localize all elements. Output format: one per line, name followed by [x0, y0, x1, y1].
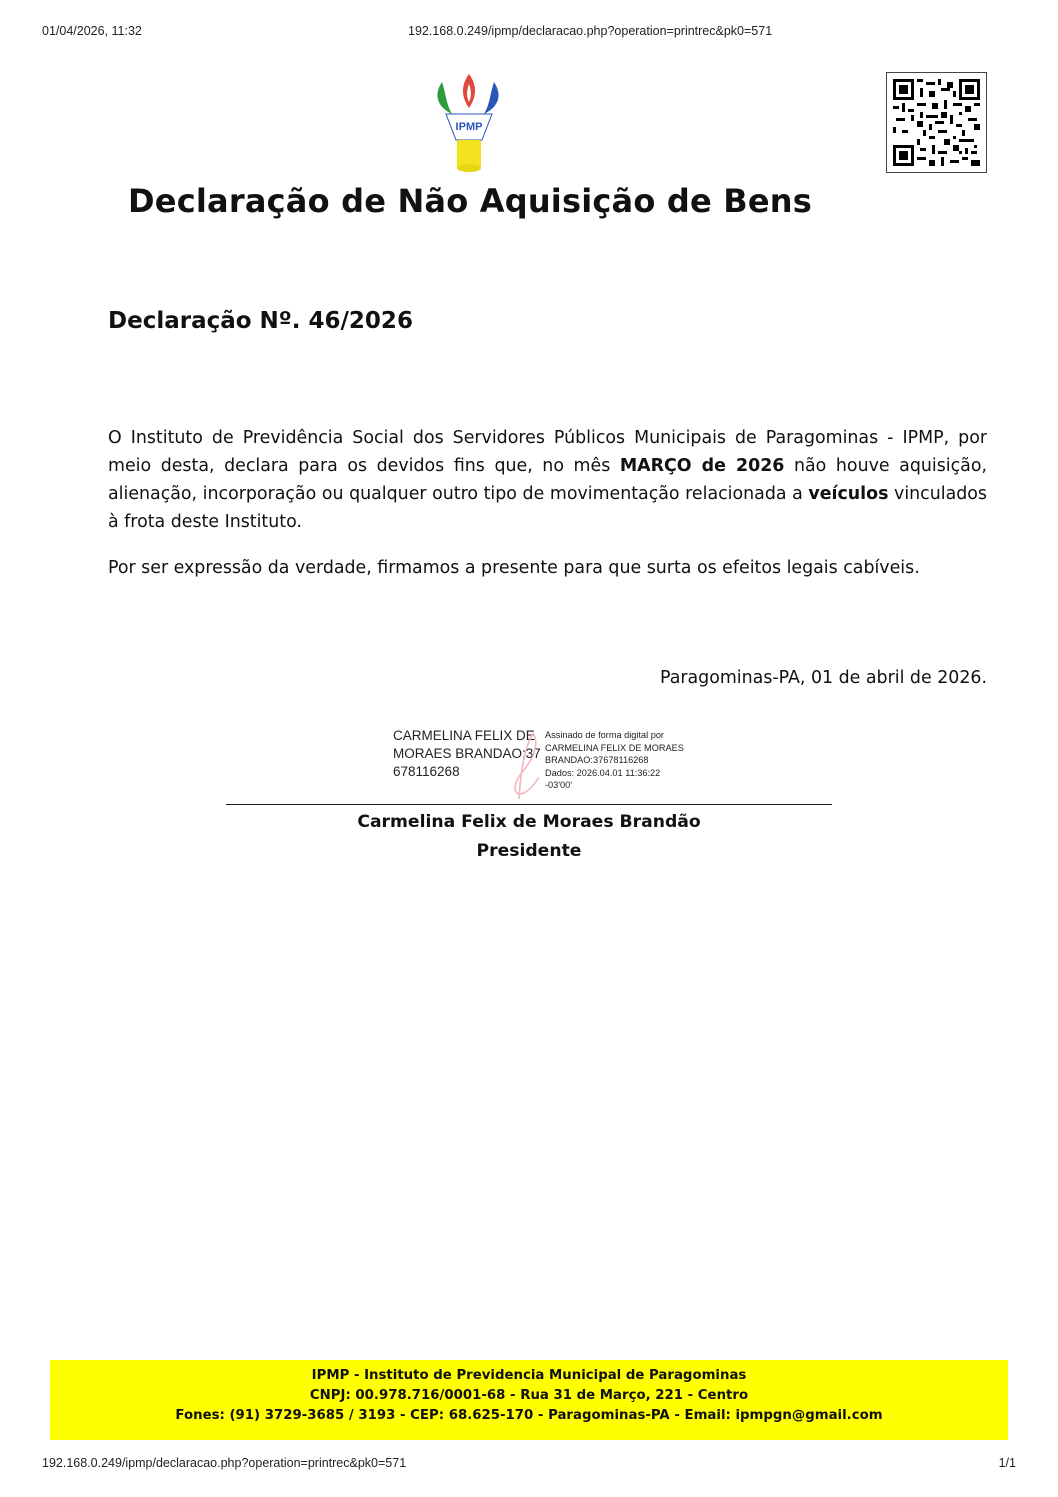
para1-text-1: O Instituto de Previdência Social dos Servidores Públicos Municipais de Paragominas - IPMP, por meio desta, declara para os devidos fins que, no mês — [108, 428, 987, 476]
print-footer-url: 192.168.0.249/ipmp/declaracao.php?operation=printrec&pk0=571 — [42, 1456, 407, 1470]
place-date: Paragominas-PA, 01 de abril de 2026. — [660, 668, 987, 688]
digital-signature-details — [545, 729, 705, 792]
svg-text:IPMP: IPMP — [455, 121, 483, 133]
para1-text-3: vinculados à frota deste Instituto. — [108, 484, 987, 532]
sig-detail-line: Dados: 2026.04.01 11:36:22 — [545, 767, 661, 778]
para1-item: veículos — [808, 484, 889, 504]
signature-line — [226, 804, 832, 805]
ipmp-logo — [432, 72, 506, 174]
sig-detail-line: BRANDAO:37678116268 — [545, 755, 649, 766]
qr-code — [886, 72, 987, 173]
sig-detail-line: -03'00' — [545, 780, 573, 791]
qr-code-graphic — [893, 79, 980, 166]
signer-role: Presidente — [476, 841, 582, 861]
signer-name: Carmelina Felix de Moraes Brandão — [357, 812, 701, 832]
para1-month: MARÇO de 2026 — [619, 456, 785, 476]
footer-line-2: CNPJ: 00.978.716/0001-68 - Rua 31 de Março, 221 - Centro — [309, 1388, 749, 1403]
print-header-datetime: 01/04/2026, 11:32 — [42, 24, 142, 38]
digital-signature-name: CARMELINA FELIX DE MORAES BRANDAO:37678116268 — [393, 728, 541, 779]
sig-detail-line: Assinado de forma digital por — [545, 730, 664, 740]
sig-detail-line: CARMELINA FELIX DE MORAES — [545, 742, 684, 753]
declaration-paragraph — [108, 424, 987, 536]
closing-paragraph: Por ser expressão da verdade, firmamos a presente para que surta os efeitos legais cabíveis. — [108, 558, 920, 578]
digital-signature — [393, 727, 703, 803]
declaration-number: Declaração Nº. 46/2026 — [108, 308, 413, 334]
document-title: Declaração de Não Aquisição de Bens — [128, 182, 812, 220]
ipmp-logo-graphic — [432, 72, 506, 174]
footer-line-3: Fones: (91) 3729-3685 / 3193 - CEP: 68.625-170 - Paragominas-PA - Email: ipmpgn@gmail.com — [175, 1408, 883, 1423]
footer-line-1: IPMP - Instituto de Previdencia Municipal de Paragominas — [311, 1368, 747, 1383]
print-footer-page: 1/1 — [998, 1456, 1016, 1470]
print-header-url: 192.168.0.249/ipmp/declaracao.php?operation=printrec&pk0=571 — [408, 24, 773, 38]
para1-text-2: não houve aquisição, alienação, incorporação ou qualquer outro tipo de movimentação relacionada a — [108, 456, 987, 504]
adobe-signature-mark-icon — [505, 727, 545, 803]
institution-footer — [50, 1360, 1008, 1440]
